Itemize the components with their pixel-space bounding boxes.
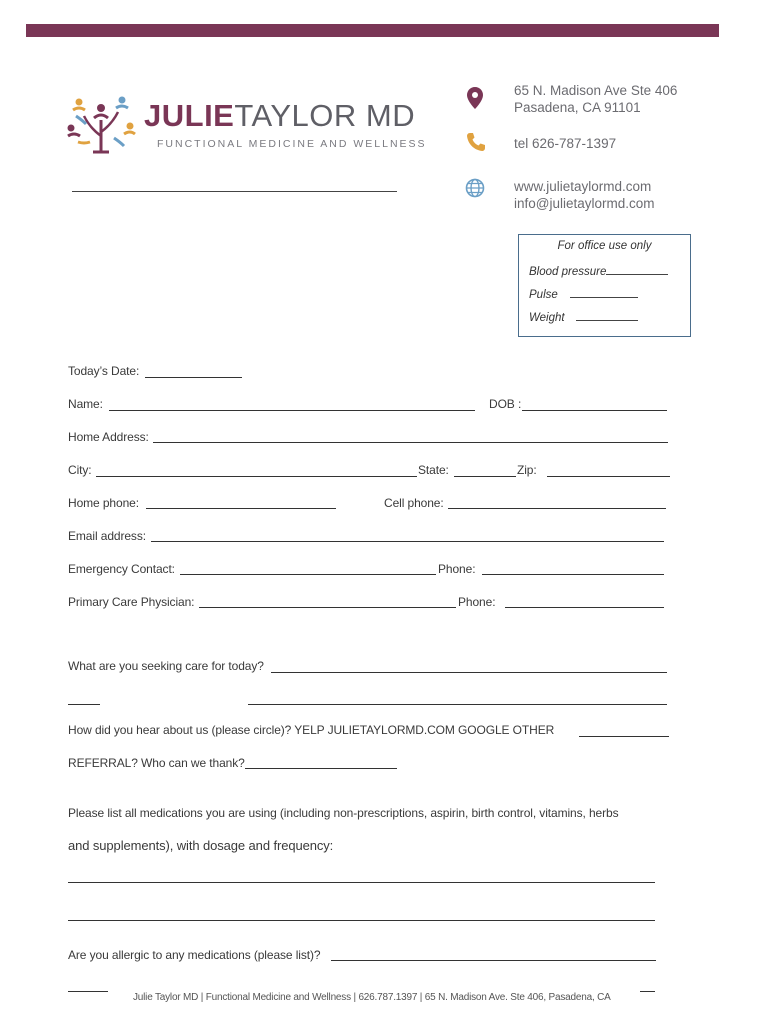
allergies-field-2b[interactable] [640,991,655,992]
zip-label: Zip: [517,463,537,477]
referral-label: REFERRAL? Who can we thank? [68,756,245,770]
emergency-contact-label: Emergency Contact: [68,562,175,576]
hear-about-other-field[interactable] [579,736,669,737]
brand-name: JULIETAYLOR MD [144,98,416,133]
emergency-phone-label: Phone: [438,562,476,576]
primary-care-label: Primary Care Physician: [68,595,195,609]
email-field[interactable] [151,541,664,542]
emergency-phone-field[interactable] [482,574,664,575]
phone-icon [466,132,486,152]
medications-field-2[interactable] [68,920,655,921]
dob-field[interactable] [522,410,667,411]
email-link[interactable]: info@julietaylormd.com [514,196,655,211]
web-contact [514,178,655,212]
allergies-field-2[interactable] [68,991,108,992]
zip-field[interactable] [547,476,670,477]
emergency-contact-field[interactable] [180,574,436,575]
page-footer: Julie Taylor MD | Functional Medicine and Wellness | 626.787.1397 | 65 N. Madison Ave. Ste 406, Pasadena, CA [133,992,611,1003]
top-color-bar [26,24,719,37]
pulse-row: Pulse [529,286,638,301]
state-field[interactable] [454,476,516,477]
todays-date-label: Today’s Date: [68,364,140,378]
home-phone-field[interactable] [146,508,336,509]
pulse-field[interactable] [570,286,638,298]
seeking-care-field-2b[interactable] [248,704,667,705]
name-field[interactable] [109,410,475,411]
home-address-field[interactable] [153,442,668,443]
seeking-care-field-2a[interactable] [68,704,100,705]
allergies-field[interactable] [331,960,656,961]
location-pin-icon [466,86,484,110]
blood-pressure-field[interactable] [606,263,668,275]
state-label: State: [418,463,449,477]
primary-care-field[interactable] [199,607,456,608]
address-block: 65 N. Madison Ave Ste 406 Pasadena, CA 91101 [514,83,678,115]
name-label: Name: [68,397,103,411]
brand-logo [66,94,427,156]
medications-label-line2: and supplements), with dosage and frequency: [68,838,334,853]
home-phone-label: Home phone: [68,496,139,510]
website-link[interactable]: www.julietaylormd.com [514,179,652,194]
home-address-label: Home Address: [68,430,149,444]
cell-phone-label: Cell phone: [384,496,444,510]
seeking-care-label: What are you seeking care for today? [68,659,264,673]
phone-number: tel 626-787-1397 [514,136,617,151]
globe-icon [465,178,485,198]
primary-phone-field[interactable] [505,607,664,608]
todays-date-field[interactable] [145,377,242,378]
primary-phone-label: Phone: [458,595,496,609]
office-use-box [518,234,691,337]
medications-label-line1: Please list all medications you are using (including non-prescriptions, aspirin, birth control, vitamins, herbs [68,806,619,820]
header-signature-line [72,191,397,192]
city-field[interactable] [96,476,417,477]
allergies-label: Are you allergic to any medications (please list)? [68,948,321,962]
weight-row: Weight [529,309,638,324]
medications-field-1[interactable] [68,882,655,883]
seeking-care-field[interactable] [271,672,667,673]
dob-label: DOB : [489,397,522,411]
hear-about-label: How did you hear about us (please circle)? YELP JULIETAYLORMD.COM GOOGLE OTHER [68,723,555,737]
brand-tagline: FUNCTIONAL MEDICINE AND WELLNESS [157,138,427,150]
cell-phone-field[interactable] [448,508,666,509]
city-label: City: [68,463,92,477]
email-label: Email address: [68,529,146,543]
blood-pressure-row: Blood pressure [529,263,668,278]
weight-field[interactable] [576,309,638,321]
referral-field[interactable] [245,768,397,769]
tree-logo-icon [66,94,136,156]
office-use-title: For office use only [557,240,652,252]
